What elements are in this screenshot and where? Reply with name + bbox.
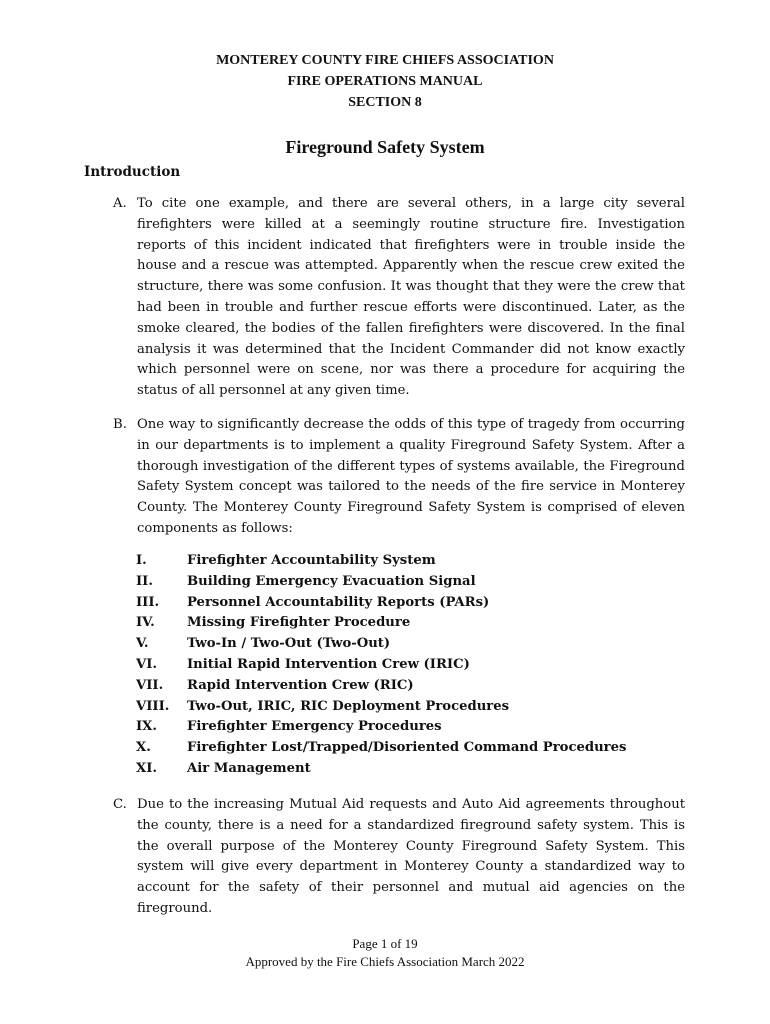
list-item [136, 593, 696, 614]
header-organization: MONTEREY COUNTY FIRE CHIEFS ASSOCIATION [216, 53, 554, 68]
list-item-number: VIII. [136, 698, 170, 714]
list-item-label: Air Management [187, 760, 311, 776]
list-item-label: Two-In / Two-Out (Two-Out) [187, 636, 391, 652]
paragraph-text: One way to significantly decrease the odds of this type of tragedy from occurring in our departments is to implement a quality Fireground Safety System. After a thorough investigation of the different types of systems available, the Fireground Safety System concept was tailored to the needs of the fire service in Monterey County. The Monterey County Fireground Safety System is comprised of eleven components as follows: [137, 417, 685, 536]
paragraph-marker: B. [113, 417, 127, 432]
list-item-number: VI. [136, 656, 157, 672]
list-item [136, 634, 696, 655]
list-item-label: Missing Firefighter Procedure [187, 615, 411, 631]
list-item-number: IV. [136, 615, 155, 631]
document-header [0, 50, 770, 113]
list-item [136, 655, 696, 676]
list-item [136, 676, 696, 697]
list-item-label: Initial Rapid Intervention Crew (IRIC) [187, 656, 470, 672]
list-item [136, 572, 696, 593]
list-item-number: XI. [136, 760, 157, 776]
list-item-label: Firefighter Lost/Trapped/Disoriented Command Procedures [187, 740, 627, 756]
list-item-number: X. [136, 740, 151, 756]
list-item [136, 613, 696, 634]
list-item-number: V. [136, 636, 149, 652]
list-item-number: III. [136, 594, 160, 610]
page-number: Page 1 of 19 [352, 936, 418, 951]
header-manual-name: FIRE OPERATIONS MANUAL [287, 74, 483, 89]
paragraph-a [113, 194, 685, 402]
page-title: Fireground Safety System [285, 137, 485, 157]
list-item-number: II. [136, 573, 153, 589]
list-item-label: Firefighter Accountability System [187, 553, 436, 568]
list-item [136, 697, 696, 718]
list-item-number: IX. [136, 719, 157, 735]
paragraph-c [113, 795, 685, 920]
paragraph-text: To cite one example, and there are several others, in a large city several firefighters were killed at a seemingly routine structure fire. Investigation reports of this incident indicated that firefighters were in trouble inside the house and a rescue was attempted. Apparently when the rescue crew exited the structure, there was some confusion. It was thought that they were the crew that had been in trouble and further rescue efforts were discontinued. Later, as the smoke cleared, the bodies of the fallen firefighters were discovered. In the final analysis it was determined that the Incident Commander did not know exactly which personnel were on scene, nor was there a procedure for acquiring the status of all personnel at any given time. [137, 196, 685, 399]
approval-note: Approved by the Fire Chiefs Association March 2022 [245, 954, 525, 969]
paragraph-marker: C. [113, 797, 127, 812]
paragraph-text: Due to the increasing Mutual Aid requests and Auto Aid agreements throughout the county, there is a need for a standardized fireground safety system. This is the overall purpose of the Monterey County Fireground Safety System. This system will give every department in Monterey County a standardized way to account for the safety of their personnel and mutual aid agencies on the fireground. [137, 797, 685, 916]
paragraph-marker: A. [113, 196, 127, 211]
list-item-label: Building Emergency Evacuation Signal [187, 573, 476, 589]
section-heading-introduction: Introduction [84, 164, 181, 180]
components-list [136, 551, 696, 780]
list-item [136, 717, 696, 738]
list-item [136, 551, 696, 572]
list-item-label: Two-Out, IRIC, RIC Deployment Procedures [187, 698, 510, 714]
list-item-label: Rapid Intervention Crew (RIC) [187, 677, 414, 693]
list-item [136, 738, 696, 759]
list-item-label: Personnel Accountability Reports (PARs) [187, 594, 490, 610]
header-section: SECTION 8 [348, 95, 422, 110]
list-item-number: VII. [136, 677, 164, 693]
list-item-number: I. [136, 553, 147, 568]
list-item [136, 759, 696, 780]
page-footer [0, 935, 770, 971]
list-item-label: Firefighter Emergency Procedures [187, 719, 442, 735]
paragraph-b [113, 415, 685, 540]
